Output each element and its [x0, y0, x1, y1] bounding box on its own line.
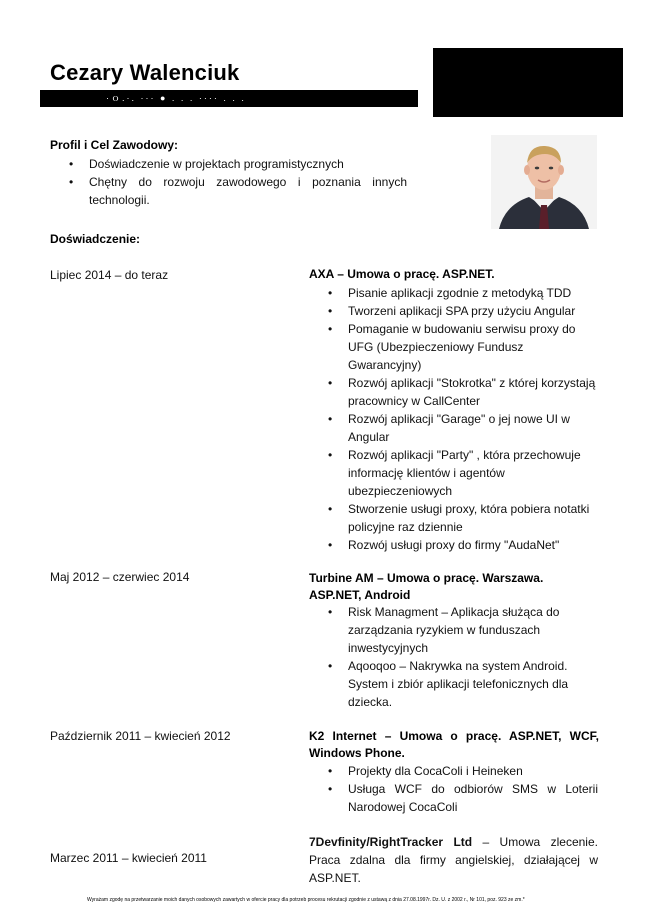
consent-clause: Wyrażam zgodę na przetwarzanie moich danych osobowych zawartych w ofercie pracy dla potrzeb procesu rekrutacji zgodnie z ustawą z dnia 27.08.1997r. Dz. U. z 2002 r., Nr 101, poz. 923 ze zm.* — [87, 897, 525, 903]
redacted-contact-text: ·ｏ.·. ··· ● . . . ···· . . . — [106, 93, 246, 103]
list-item: • Doświadczenie w projektach programistycznych — [89, 155, 407, 173]
job-company: 7Devfinity/RightTracker Ltd — [309, 835, 473, 849]
job-date: Maj 2012 – czerwiec 2014 — [50, 570, 190, 584]
list-item: • Pomaganie w budowaniu serwisu proxy do UFG (Ubezpieczeniowy Fundusz Gwarancyjny) — [348, 320, 598, 374]
profile-photo — [491, 135, 597, 229]
list-item: • Rozwój aplikacji "Party" , która przechowuje informację klientów i agentów ubezpieczeniowych — [348, 446, 598, 500]
job-date: Marzec 2011 – kwiecień 2011 — [50, 851, 207, 865]
list-item: • Stworzenie usługi proxy, która pobiera notatki policyjne raz dziennie — [348, 500, 598, 536]
list-item: • Pisanie aplikacji zgodnie z metodyką TDD — [348, 284, 598, 302]
job-description-rest: – Umowa zlecenie. Praca zdalna dla firmy angielskiej, działającej w ASP.NET. — [309, 835, 598, 885]
job-bullets — [348, 603, 598, 711]
job-description — [309, 833, 598, 887]
experience-heading: Doświadczenie: — [50, 232, 141, 246]
job-bullets — [348, 762, 598, 816]
list-item: • Rozwój aplikacji "Garage" o jej nowe UI w Angular — [348, 410, 598, 446]
job-bullets — [348, 284, 598, 554]
list-item: • Tworzeni aplikacji SPA przy użyciu Angular — [348, 302, 598, 320]
candidate-name: Cezary Walenciuk — [50, 60, 240, 85]
list-item: • Rozwój aplikacji "Stokrotka" z której korzystają pracownicy w CallCenter — [348, 374, 598, 410]
list-item: • Projekty dla CocaColi i Heineken — [348, 762, 598, 780]
job-title: AXA – Umowa o pracę. ASP.NET. — [309, 267, 495, 281]
list-item: • Chętny do rozwoju zawodowego i poznania innych technologii. — [89, 173, 407, 209]
list-item: • Aqooqoo – Nakrywka na system Android. System i zbiór aplikacji telefonicznych dla dziecka. — [348, 657, 598, 711]
list-item: • Usługa WCF do odbiorów SMS w Loterii Narodowej CocaColi — [348, 780, 598, 816]
job-date: Październik 2011 – kwiecień 2012 — [50, 729, 231, 743]
list-item: • Rozwój usługi proxy do firmy "AudaNet" — [348, 536, 598, 554]
job-date: Lipiec 2014 – do teraz — [50, 268, 169, 282]
job-title: K2 Internet – Umowa o pracę. ASP.NET, WCF, Windows Phone. — [309, 729, 599, 760]
redacted-block — [433, 48, 623, 117]
job-title: Turbine AM – Umowa o pracę. Warszawa. ASP.NET, Android — [309, 571, 544, 602]
profile-heading: Profil i Cel Zawodowy: — [50, 138, 179, 152]
list-item: • Risk Managment – Aplikacja służąca do zarządzania ryzykiem w funduszach inwestycyjnych — [348, 603, 598, 657]
profile-list — [89, 155, 407, 209]
